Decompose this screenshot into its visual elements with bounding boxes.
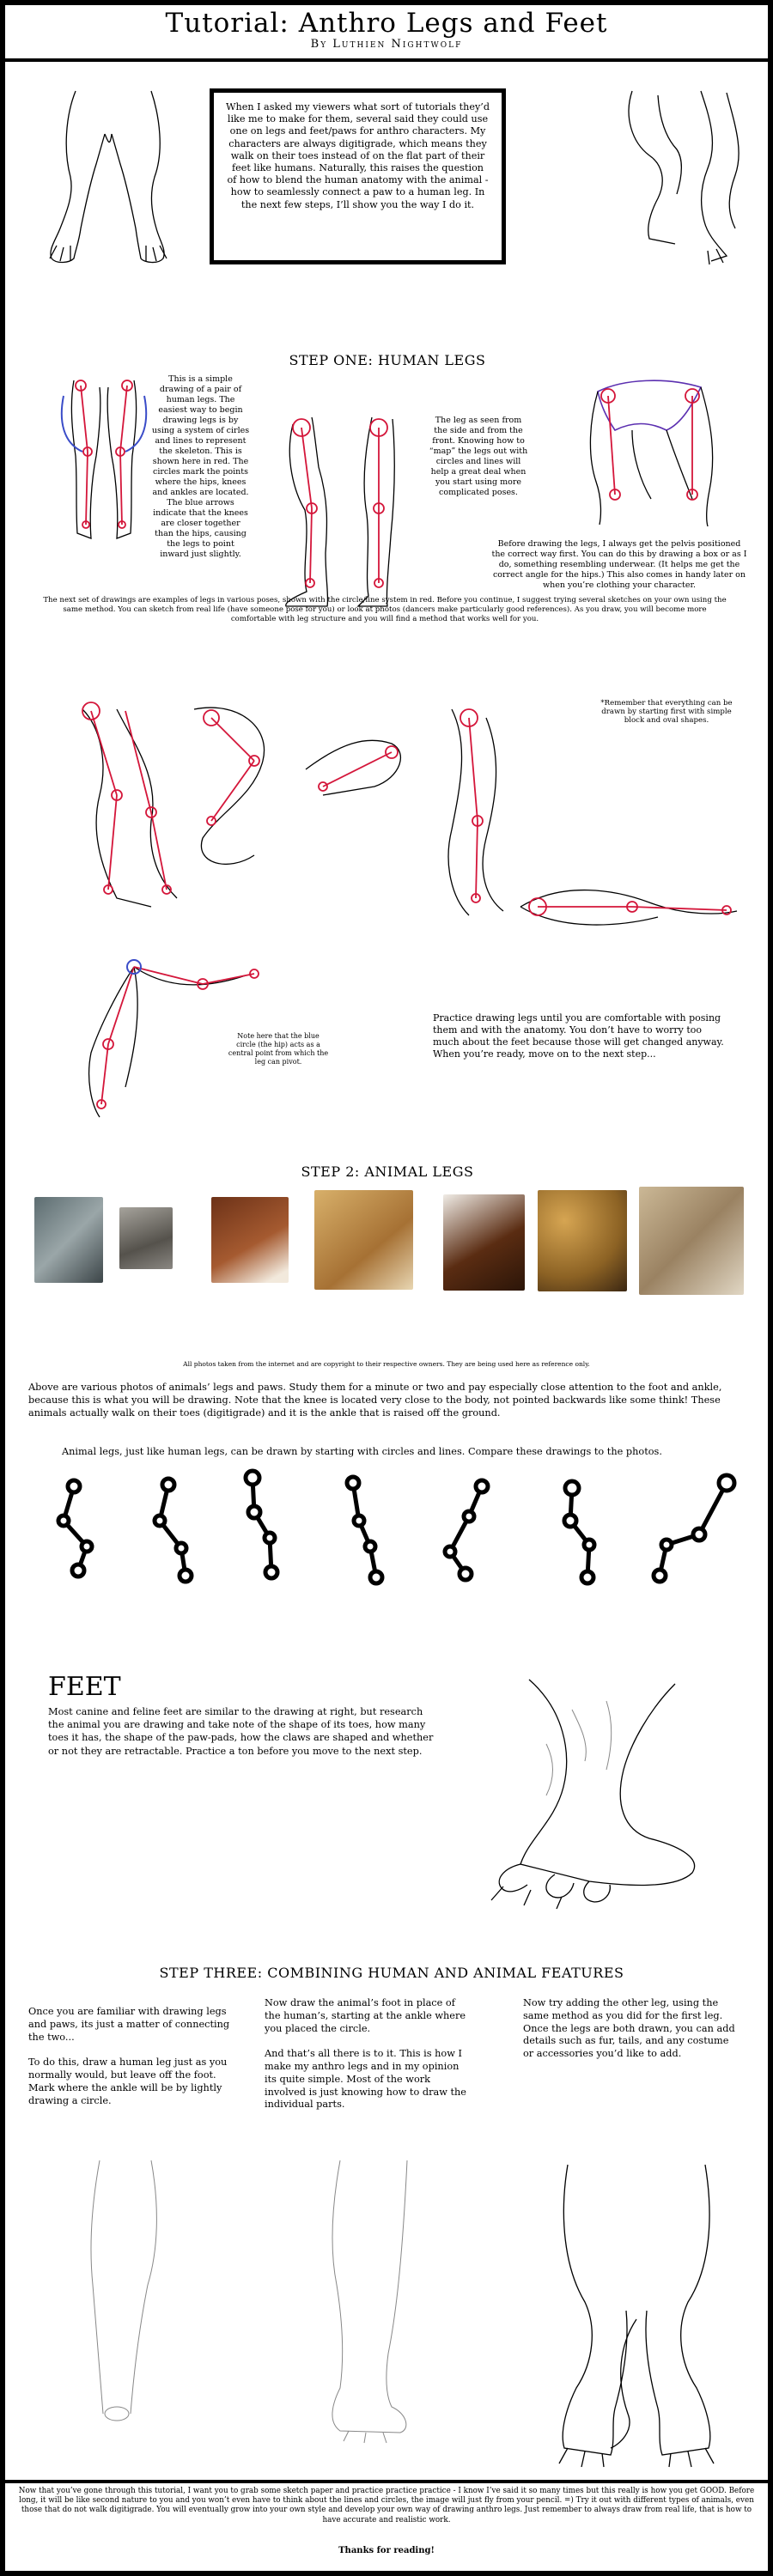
combined-legs-final-drawing — [533, 2156, 765, 2474]
tutorial-page — [5, 5, 768, 2571]
reference-photo-4 — [314, 1190, 413, 1290]
reference-photo-2 — [119, 1207, 173, 1269]
footer-divider — [5, 2480, 768, 2483]
hip-pivot-note: Note here that the blue circle (the hip) acts as a central point from which the leg can pivot. — [228, 1032, 329, 1066]
animal-legs-compare: Animal legs, just like human legs, can be drawn by starting with circles and lines. Compare these drawings to the photos. — [62, 1446, 662, 1457]
reference-photo-6 — [538, 1190, 627, 1291]
combined-leg-step1-drawing — [65, 2156, 194, 2439]
intro-leg-drawing-right — [598, 74, 761, 280]
combined-leg-step2-drawing — [306, 2156, 452, 2448]
pose-drawings-row1 — [65, 692, 581, 933]
step3-column-3: Now try adding the other leg, using the same method as you did for the first leg. Once the legs are both drawn, you can add details such as fur, tails, and any costume or accessories you’d like to add. — [523, 1997, 735, 2060]
reference-photo-7 — [639, 1187, 744, 1295]
front-legs-diagram — [57, 370, 151, 550]
reference-photo-5 — [443, 1194, 525, 1291]
feet-text: Most canine and feline feet are similar to the drawing at right, but research the animal you are drawing and take note of the shape of its toes, how many toes it has, the shape of the paw-pads, how the claws are shaped and whether or not they are retractable. Practice a ton before you move to the next step. — [48, 1706, 434, 1757]
step1-note-left: This is a simple drawing of a pair of human legs. The easiest way to begin drawing legs is by using a system of cirles and lines to represent the skeleton. This is shown here in red. The circles mark the points where the hips, knees and ankles are located. The blue arrows indicate that the knees are closer together than the hips, causing the legs to point inward just slightly. — [151, 374, 250, 559]
intro-text-box: When I asked my viewers what sort of tutorials they’d like me to make for them, several said they could use one on legs and feet/paws for anthro characters. My characters are always digitigrade, which means they walk on their toes instead of on the flat part of their feet like humans. Naturally, this raises the question of how to blend the human anatomy with the animal - how to seamlessly connect a paw to a human leg. In the next few steps, I’ll show you the way I do it. — [210, 88, 506, 264]
byline: By Luthien Nightwolf — [310, 38, 463, 51]
animal-legs-paragraph: Above are various photos of animals’ legs and paws. Study them for a minute or two and pay especially close attention to the foot and ankle, because this is what you will be drawing. Note that the knee is located very close to the body, not pointed backwards like some think! These animals actually walk on their toes (digitigrade) and it is the ankle that is raised off the ground. — [28, 1382, 722, 1419]
animal-leg-skeleton-diagrams — [40, 1469, 752, 1598]
footer-text: Now that you’ve gone through this tutorial, I want you to grab some sketch paper and practice practice practice - I know I’ve said it so many times but this really is how you get GOOD. Before long, it will be like second nature to you and you won’t even have to think about the lines and circles, the image will just fly from your pencil. =) Try it out with different types of animals, even those that do not walk digitigrade. You will eventually grow into your own style and develop your own way of drawing anthro legs. Just remember to always draw from real life, that is how to have accurate and realistic work. — [18, 2487, 755, 2524]
step1-note-right: Before drawing the legs, I always get the pelvis positioned the correct way first. You can do this by drawing a box or as I do, something resembling underwear. (It helps me get the correct angle for the hips.) This also comes in handy later on when you’re clothing your character. — [491, 539, 747, 590]
header — [5, 5, 768, 57]
reference-photo-3 — [211, 1197, 289, 1283]
paw-drawing — [435, 1675, 718, 1911]
photo-credit: All photos taken from the internet and are copyright to their respective owners. They are being used here as reference only. — [183, 1360, 590, 1368]
reference-photo-1 — [34, 1197, 103, 1283]
header-divider — [5, 58, 768, 62]
step3-heading: STEP THREE: COMBINING HUMAN AND ANIMAL FEATURES — [159, 1965, 624, 1981]
step3-column-2: Now draw the animal’s foot in place of the human’s, starting at the ankle where you placed the circle. And that’s all there is to it. This is how I make my anthro legs and in my opinion its quite simple. Most of the work involved is just knowing how to draw the individual parts. — [265, 1997, 466, 2111]
step3-column-1: Once you are familiar with drawing legs and paws, its just a matter of connecting the two... To do this, draw a human leg just as you normally would, but leave off the foot. Mark where the ankle will be by lightly drawing a circle. — [28, 2006, 230, 2106]
page-title: Tutorial: Anthro Legs and Feet — [165, 8, 608, 39]
intro-leg-drawing-left — [22, 82, 194, 280]
step1-heading: STEP ONE: HUMAN LEGS — [289, 352, 486, 368]
remember-note: *Remember that everything can be drawn by starting first with simple block and oval shapes. — [600, 699, 733, 725]
pose-drawing-reclined — [512, 872, 744, 941]
step2-heading: STEP 2: ANIMAL LEGS — [301, 1163, 474, 1180]
pelvis-diagram — [572, 370, 727, 529]
step1-note-mid: The leg as seen from the side and from the front. Knowing how to “map” the legs out with circles and lines will help a great deal when you start using more complicated poses. — [429, 416, 528, 497]
poses-intro-text: The next set of drawings are examples of legs in various poses, shown with the circle/line system in red. Before you continue, I suggest trying several sketches on your own using the same method. You can sketch from real life (have someone pose for you) or look at photos (dancers make particularly good references). As you draw, you will become more comfortable with leg structure and you will find a method that works well for you. — [43, 596, 727, 623]
feet-heading: FEET — [48, 1672, 121, 1702]
thanks-text: Thanks for reading! — [338, 2546, 435, 2555]
practice-text: Practice drawing legs until you are comfortable with posing them and with the anatomy. You don’t have to worry too much about the feet because those will get changed anyway. When you’re ready, move on to the next step... — [433, 1012, 724, 1060]
side-and-front-leg-diagram — [276, 407, 417, 613]
